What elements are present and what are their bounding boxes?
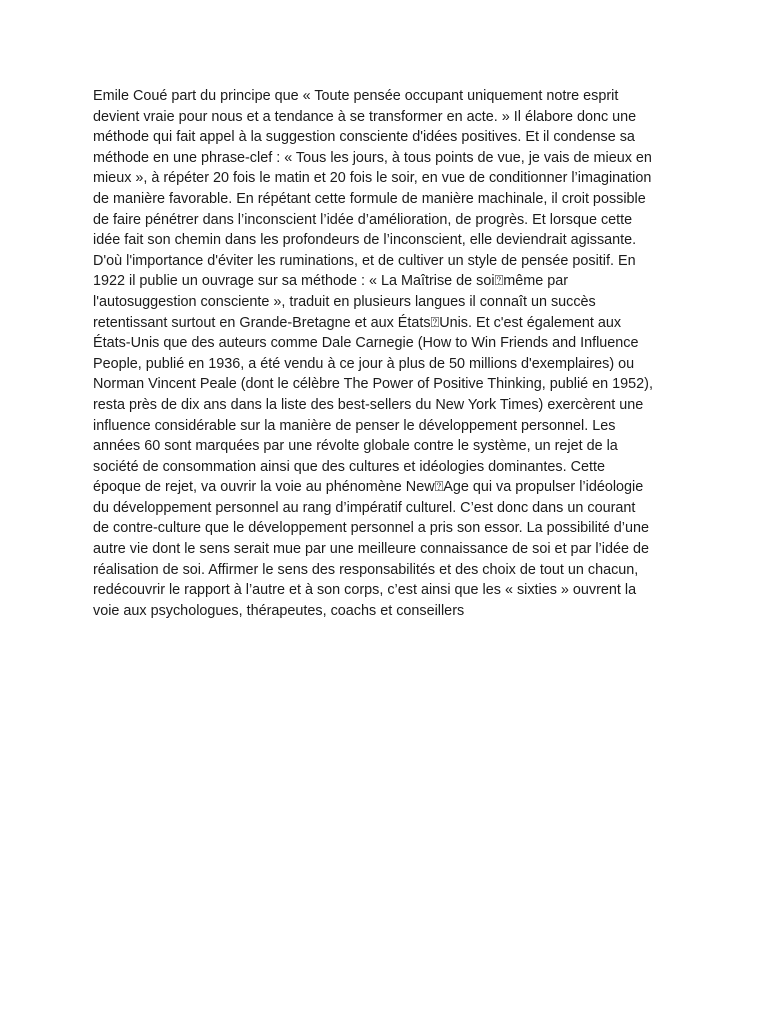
- paragraph-line: D'où l'importance d'éviter les ruminations, et de cultiver un style de pensée positif. En: [93, 252, 636, 269]
- paragraph-line: autre vie dont le sens serait mue par une meilleure connaissance de soi et par l’idée de: [93, 541, 649, 558]
- paragraph-line: 1922 il publie un ouvrage sur sa méthode : « La Maîtrise de soi⍰même par: [93, 273, 568, 290]
- body-paragraph: [93, 86, 693, 621]
- paragraph-line: voie aux psychologues, thérapeutes, coachs et conseillers: [93, 602, 465, 619]
- paragraph-line: de contre-culture que le développement personnel a pris son essor. La possibilité d’une: [93, 520, 649, 537]
- paragraph-line: de faire pénétrer dans l’inconscient l’idée d’amélioration, de progrès. Et lorsque cette: [93, 211, 633, 228]
- paragraph-line: années 60 sont marquées par une révolte globale contre le système, un rejet de la: [93, 438, 618, 455]
- paragraph-line: Emile Coué part du principe que « Toute pensée occupant uniquement notre esprit: [93, 88, 619, 104]
- paragraph-line: méthode en une phrase-clef : « Tous les jours, à tous points de vue, je vais de mieux en: [93, 149, 652, 166]
- paragraph-line: Norman Vincent Peale (dont le célèbre The Power of Positive Thinking, publié en 1952),: [93, 376, 653, 393]
- paragraph-line: l'autosuggestion consciente », traduit en plusieurs langues il connaît un succès: [93, 293, 596, 310]
- paragraph-line: influence considérable sur la manière de penser le développement personnel. Les: [93, 417, 616, 434]
- paragraph-line: de manière favorable. En répétant cette formule de manière machinale, il croit possible: [93, 190, 646, 207]
- paragraph-line: États-Unis que des auteurs comme Dale Carnegie (How to Win Friends and Influence: [93, 335, 639, 352]
- paragraph-line: People, publié en 1936, a été vendu à ce jour à plus de 50 millions d'exemplaires) ou: [93, 355, 635, 372]
- paragraph-line: époque de rejet, va ouvrir la voie au phénomène New⍰Age qui va propulser l’idéologie: [93, 479, 644, 496]
- paragraph-line: retentissant surtout en Grande-Bretagne et aux États⍰Unis. Et c'est également aux: [93, 314, 622, 331]
- paragraph-line: devient vraie pour nous et a tendance à se transformer en acte. » Il élabore donc une: [93, 108, 637, 125]
- paragraph-line: méthode qui fait appel à la suggestion consciente d'idées positives. Et il condense sa: [93, 129, 635, 146]
- paragraph-line: resta près de dix ans dans la liste des best-sellers du New York Times) exercèrent une: [93, 396, 644, 413]
- paragraph-line: société de consommation ainsi que des cultures et idéologies dominantes. Cette: [93, 458, 605, 475]
- paragraph-line: redécouvrir le rapport à l’autre et à son corps, c’est ainsi que les « sixties » ouvrent la: [93, 582, 637, 599]
- paragraph-line: réalisation de soi. Affirmer le sens des responsabilités et des choix de tout un chacun,: [93, 561, 639, 578]
- paragraph-line: idée fait son chemin dans les profondeurs de l’inconscient, elle deviendrait agissante.: [93, 232, 637, 249]
- paragraph-line: du développement personnel au rang d’impératif culturel. C’est donc dans un courant: [93, 499, 636, 516]
- paragraph-line: mieux », à répéter 20 fois le matin et 20 fois le soir, en vue de conditionner l’imagination: [93, 170, 652, 187]
